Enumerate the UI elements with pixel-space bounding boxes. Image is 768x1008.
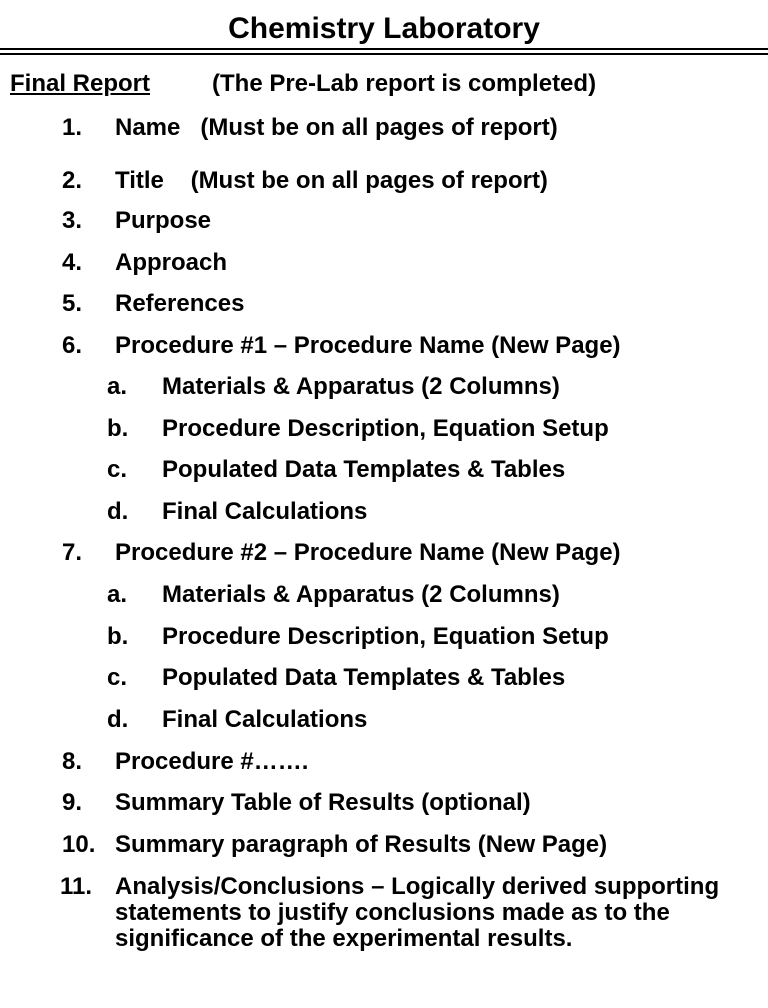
list-item-number: 10.: [62, 831, 96, 858]
sub-list-item: [107, 581, 560, 609]
list-item-number: 9.: [62, 789, 83, 816]
list-item-text: References: [115, 290, 245, 317]
sub-list-item-text: Procedure Description, Equation Setup: [162, 623, 609, 650]
list-item-number: 8.: [62, 748, 83, 775]
list-item-number: 5.: [62, 290, 83, 317]
list-item: [62, 789, 531, 817]
list-item-number: 3.: [62, 207, 83, 234]
sub-list-item: [107, 415, 609, 443]
list-item-number: 4.: [62, 249, 83, 276]
list-item: [62, 167, 548, 195]
title-divider-top: [0, 48, 768, 50]
list-item-number: 6.: [62, 332, 83, 359]
sub-list-item-letter: c.: [107, 664, 128, 691]
sub-list-item-text: Populated Data Templates & Tables: [162, 456, 566, 483]
list-item-number: 1.: [62, 114, 83, 141]
list-item-text: Approach: [115, 249, 228, 276]
sub-list-item: [107, 456, 566, 484]
sub-list-item-text: Procedure Description, Equation Setup: [162, 415, 609, 442]
sub-list-item: [107, 706, 368, 734]
section-heading: Final Report: [10, 70, 151, 97]
sub-list-item-letter: d.: [107, 498, 129, 525]
list-item-number: 7.: [62, 539, 83, 566]
list-item-text: Summary Table of Results (optional): [115, 789, 531, 816]
list-item: [62, 207, 212, 235]
list-item-text: Analysis/Conclusions – Logically derived supporting statements to justify conclusions made as to the significance of the experimental results.: [115, 873, 720, 952]
sub-list-item: [107, 373, 560, 401]
list-item-text: Summary paragraph of Results (New Page): [115, 831, 608, 858]
sub-list-item: [107, 498, 368, 526]
list-item: [62, 249, 228, 277]
list-item: [62, 332, 621, 360]
list-item-number: 11.: [60, 873, 93, 900]
list-item: [62, 748, 309, 776]
sub-list-item-text: Materials & Apparatus (2 Columns): [162, 373, 560, 400]
list-item: [62, 831, 608, 859]
list-item-text: Title (Must be on all pages of report): [115, 167, 548, 194]
list-item-text: Procedure #2 – Procedure Name (New Page): [115, 539, 621, 566]
sub-list-item-letter: d.: [107, 706, 129, 733]
list-item: [62, 114, 558, 142]
title-divider-bottom: [0, 53, 768, 55]
list-item-text: Name (Must be on all pages of report): [115, 114, 558, 141]
sub-list-item: [107, 623, 609, 651]
sub-list-item-letter: a.: [107, 581, 128, 608]
sub-list-item-text: Final Calculations: [162, 706, 368, 733]
sub-list-item-text: Materials & Apparatus (2 Columns): [162, 581, 560, 608]
sub-list-item-letter: c.: [107, 456, 128, 483]
list-item: [62, 290, 245, 318]
sub-list-item: [107, 664, 566, 692]
list-item-text: Procedure #1 – Procedure Name (New Page): [115, 332, 621, 359]
sub-list-item-text: Final Calculations: [162, 498, 368, 525]
sub-list-item-letter: b.: [107, 415, 129, 442]
list-item-text: Purpose: [115, 207, 212, 234]
list-item: [62, 539, 621, 567]
sub-list-item-text: Populated Data Templates & Tables: [162, 664, 566, 691]
list-item-text: Procedure #…….: [115, 748, 309, 775]
sub-list-item-letter: a.: [107, 373, 128, 400]
list-item-number: 2.: [62, 167, 83, 194]
page-title: Chemistry Laboratory: [228, 12, 540, 45]
list-item: [60, 873, 755, 952]
section-note: (The Pre-Lab report is completed): [212, 70, 597, 97]
sub-list-item-letter: b.: [107, 623, 129, 650]
